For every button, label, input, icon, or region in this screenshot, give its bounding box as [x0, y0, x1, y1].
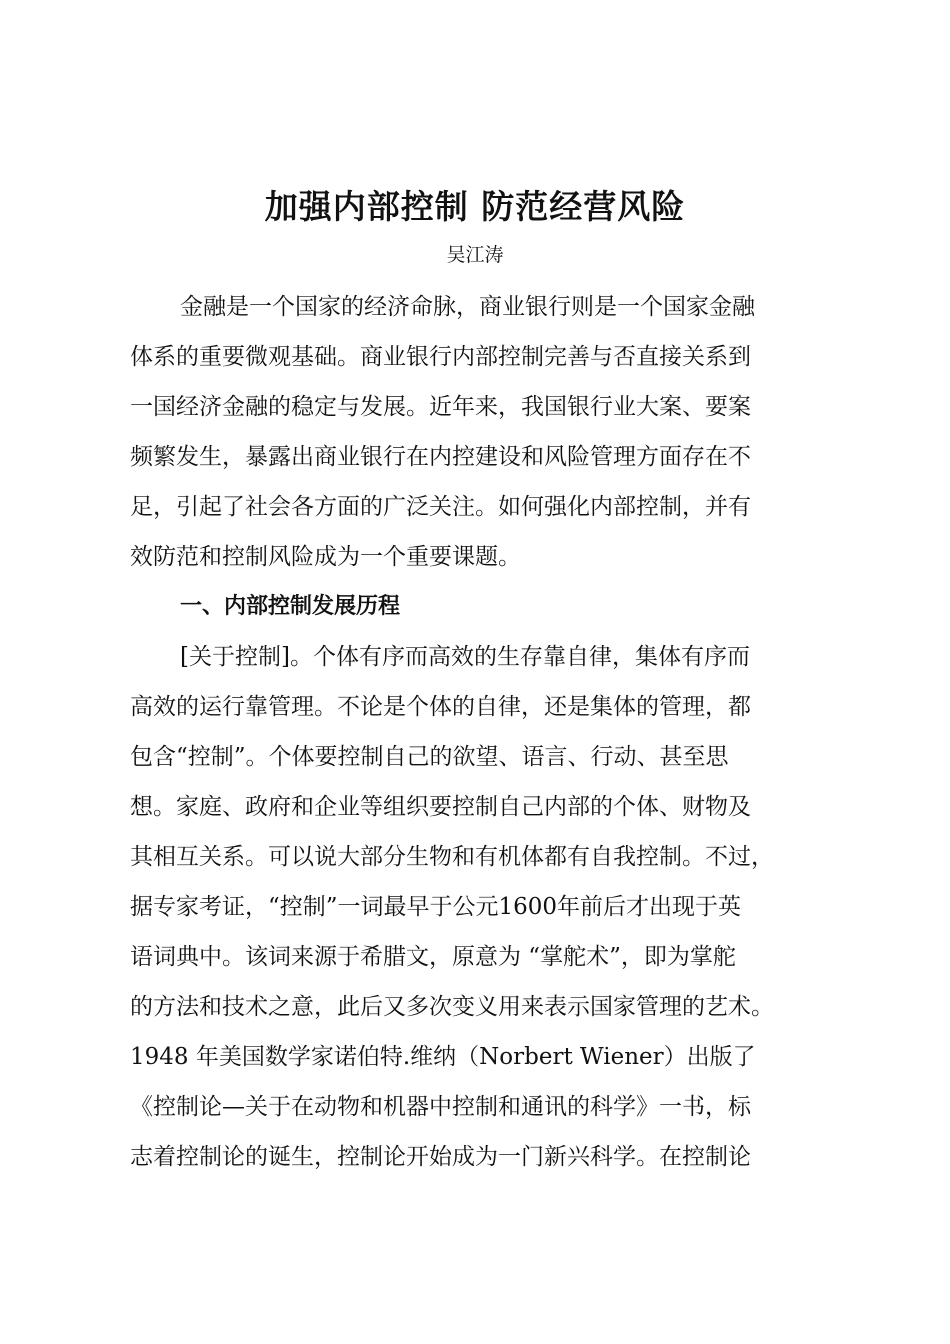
paragraph-line: 的方法和技术之意，此后又多次变义用来表示国家管理的艺术。	[130, 994, 774, 1020]
paragraph-line: 效防范和控制风险成为一个重要课题。	[130, 544, 521, 570]
paragraph-line: 金融是一个国家的经济命脉，商业银行则是一个国家金融	[180, 294, 755, 320]
paragraph-line: 据专家考证，“控制”一词最早于公元1600年前后才出现于英	[130, 894, 742, 920]
paragraph-line: 包含“控制”。个体要控制自己的欲望、语言、行动、甚至思	[130, 744, 729, 770]
paragraph-line: 其相互关系。可以说大部分生物和有机体都有自我控制。不过，	[130, 844, 774, 870]
paragraph-line: 一国经济金融的稳定与发展。近年来，我国银行业大案、要案	[130, 394, 751, 420]
paragraph-line: [关于控制]。个体有序而高效的生存靠自律，集体有序而	[180, 644, 750, 670]
paragraph-line: 高效的运行靠管理。不论是个体的自律，还是集体的管理，都	[130, 694, 751, 720]
paragraph-line: 想。家庭、政府和企业等组织要控制自己内部的个体、财物及	[130, 794, 751, 820]
document-author: 吴江涛	[446, 244, 504, 266]
paragraph-line: 频繁发生，暴露出商业银行在内控建设和风险管理方面存在不	[130, 444, 751, 470]
document-title: 加强内部控制 防范经营风险	[264, 187, 686, 226]
paragraph-line: 志着控制论的诞生，控制论开始成为一门新兴科学。在控制论	[130, 1144, 751, 1170]
document-body	[130, 282, 830, 1182]
paragraph-line: 语词典中。该词来源于希腊文，原意为 “掌舵术”，即为掌舵	[130, 944, 736, 970]
paragraph-line: 1948 年美国数学家诺伯特.维纳（Norbert Wiener）出版了	[130, 1044, 756, 1070]
section-heading: 一、内部控制发展历程	[180, 594, 401, 619]
paragraph-line: 足，引起了社会各方面的广泛关注。如何强化内部控制，并有	[130, 494, 751, 520]
paragraph-line: 体系的重要微观基础。商业银行内部控制完善与否直接关系到	[130, 344, 751, 370]
paragraph-line: 《控制论—关于在动物和机器中控制和通讯的科学》一书，标	[130, 1094, 751, 1120]
